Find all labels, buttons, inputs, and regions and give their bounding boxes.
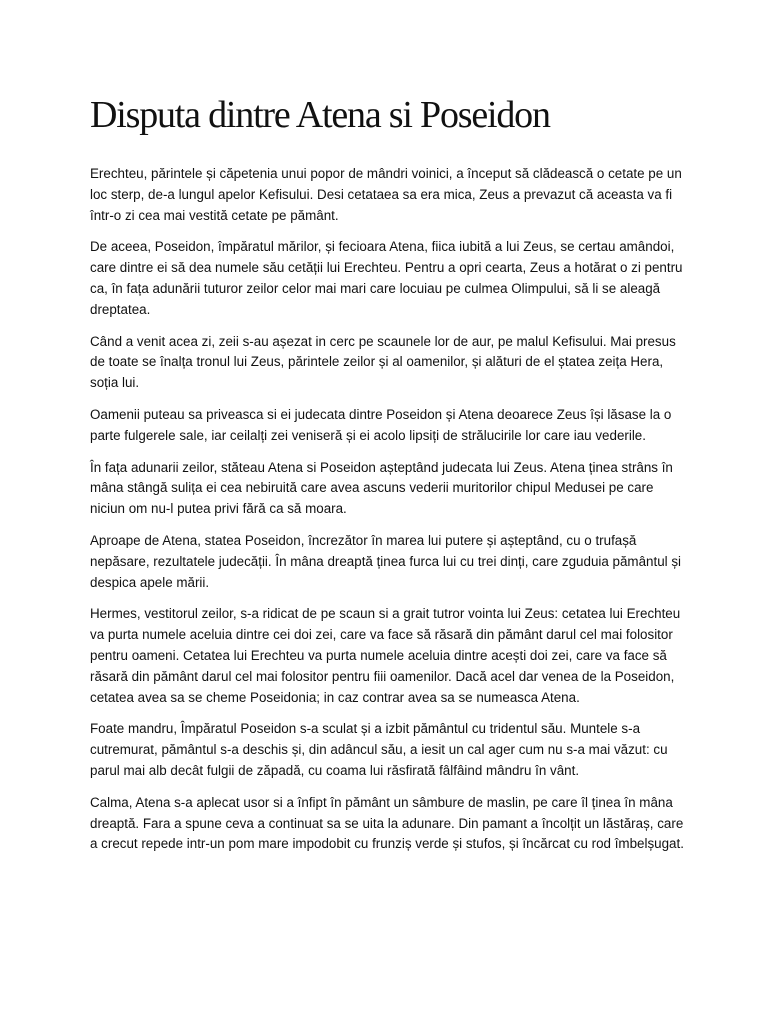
paragraph: Erechteu, părintele și căpetenia unui popor de mândri voinici, a început să clădească o cetate pe un loc sterp, de-a lungul apelor Kefisului. Desi cetataea sa era mica, Zeus a prevazut că aceasta va fi într-o zi cea mai vestită cetate pe pământ.: [90, 166, 682, 223]
paragraph: Aproape de Atena, statea Poseidon, încrezător în marea lui putere și așteptând, cu o trufașă nepăsare, rezultatele judecății. În mâna dreaptă ținea furca lui cu trei dinți, care zguduia pământul și despica apele mării.: [90, 532, 682, 590]
paragraph: În fața adunarii zeilor, stăteau Atena si Poseidon așteptând judecata lui Zeus. Atena ținea strâns în mâna stângă sulița ei cea nebiruită care avea ascuns vederii muritorilor chipul Medusei pe care niciun om nu-l putea privi fără ca să moara.: [90, 459, 673, 517]
paragraph: Calma, Atena s-a aplecat usor si a înfipt în pământ un sâmbure de maslin, pe care îl ținea în mâna dreaptă. Fara a spune ceva a continuat sa se uita la adunare. Din pamant a încolțit un lăstăraș, care a crecut repede intr-un pom mare impodobit cu frunziș verde și stufos, și încărcat cu rod îmbelșugat.: [90, 794, 684, 852]
paragraph: Foate mandru, Împăratul Poseidon s-a sculat și a izbit pământul cu tridentul său. Muntele s-a cutremurat, pământul s-a deschis și, din adâncul său, a iesit un cal ager cum nu s-a mai văzut: cu parul mai alb decât fulgii de zăpadă, cu coama lui răsfirată fâlfâind mândru în vânt.: [90, 721, 668, 778]
document-body: [90, 164, 690, 866]
paragraph: De aceea, Poseidon, împăratul mărilor, și fecioara Atena, fiica iubită a lui Zeus, se certau amândoi, care dintre ei să dea numele său cetății lui Erechteu. Pentru a opri cearta, Zeus a hotărat o zi pentru ca, în fața adunării tuturor zeilor celor mai mari care locuiau pe culmea Olimpului, să li se aleagă dreptatea.: [90, 239, 683, 317]
paragraph: Când a venit acea zi, zeii s-au așezat in cerc pe scaunele lor de aur, pe malul Kefisului. Mai presus de toate se înalța tronul lui Zeus, părintele zeilor și al oamenilor, și alături de el ștatea zeița Hera, soția lui.: [90, 333, 676, 391]
paragraph: Hermes, vestitorul zeilor, s-a ridicat de pe scaun si a grait tutror vointa lui Zeus: cetatea lui Erechteu va purta numele aceluia dintre cei doi zei, care va face să răsară din pământ darul cel mai folositor pentru oameni. Cetatea lui Erechteu va purta numele aceluia dintre acești doi zei, care va face să răsară din pământ darul cel mai folositor pentru fiii oamenilor. Dacă acel dar venea de la Poseidon, cetatea avea sa se cheme Poseidonia; in caz contrar avea sa se numeasca Atena.: [90, 606, 681, 705]
paragraph: Oamenii puteau sa priveasca si ei judecata dintre Poseidon și Atena deoarece Zeus își lăsase la o parte fulgerele sale, iar ceilalți zei veniseră și ei acolo lipsiți de strălucirile lor care iau vederile.: [90, 406, 672, 443]
document-title: Disputa dintre Atena si Poseidon: [90, 94, 550, 136]
